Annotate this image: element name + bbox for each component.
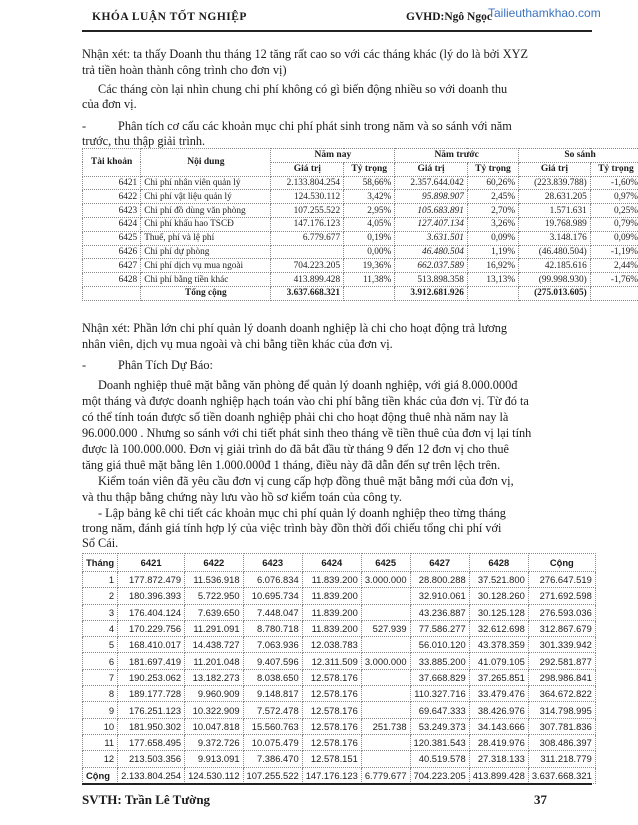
month-cell: 12 — [83, 751, 118, 767]
amount-cell: 32.910.061 — [410, 588, 469, 604]
amount-cell: 312.867.679 — [528, 620, 595, 636]
prev-year-value: 3.631.501 — [395, 231, 468, 245]
table-row — [83, 190, 638, 204]
difference-value: (46.480.504) — [519, 245, 591, 259]
account-code: 6421 — [83, 176, 141, 190]
expense-name: Chi phí bằng tiền khác — [141, 273, 271, 287]
amount-cell: 40.519.578 — [410, 751, 469, 767]
sub-header-percent: Tỷ trọng — [467, 162, 518, 176]
amount-cell: 77.586.277 — [410, 620, 469, 636]
col-header: 6422 — [185, 554, 243, 572]
this-year-value: 704.223.205 — [271, 259, 344, 273]
paragraph-line: Phân tích cơ cấu các khoản mục chi phí phát sinh trong năm và so sánh với năm — [118, 119, 512, 133]
account-code: 6423 — [83, 204, 141, 218]
amount-cell: 120.381.543 — [410, 734, 469, 750]
difference-percent: -1,60% — [590, 176, 638, 190]
amount-cell: 177.658.495 — [118, 734, 185, 750]
difference-value: (223.839.788) — [519, 176, 591, 190]
page-number: 37 — [534, 792, 547, 807]
this-year-percent: 4,05% — [344, 217, 395, 231]
amount-cell: 9.407.596 — [243, 653, 302, 669]
prev-year-percent: 3,26% — [467, 217, 518, 231]
difference-percent: 0,09% — [590, 231, 638, 245]
header-advisor: GVHD:Ngô Ngọc — [406, 11, 492, 23]
difference-percent: -1,19% — [590, 245, 638, 259]
paragraph-line: Sổ Cái. — [82, 536, 119, 550]
amount-cell: 276.593.036 — [528, 604, 595, 620]
amount-cell: 10.075.479 — [243, 734, 302, 750]
amount-cell — [361, 702, 410, 718]
amount-cell: 37.668.829 — [410, 669, 469, 685]
amount-cell: 12.038.783 — [302, 637, 361, 653]
table-header-row — [83, 554, 596, 572]
amount-cell: 176.251.123 — [118, 702, 185, 718]
amount-cell: 69.647.333 — [410, 702, 469, 718]
expense-name: Chi phí nhân viên quản lý — [141, 176, 271, 190]
expense-name: Chi phí dịch vụ mua ngoài — [141, 259, 271, 273]
paragraph-line: một tháng và được doanh nghiệp hạch toán vào chi phí bằng tiền khác của đơn vị. Từ đó ta — [82, 394, 529, 408]
amount-cell: 7.572.478 — [243, 702, 302, 718]
amount-cell: 14.438.727 — [185, 637, 243, 653]
amount-cell: 9.913.091 — [185, 751, 243, 767]
table-row — [83, 245, 638, 259]
amount-cell: 9.148.817 — [243, 686, 302, 702]
amount-cell: 13.182.273 — [185, 669, 243, 685]
prev-year-value: 2.357.644.042 — [395, 176, 468, 190]
amount-cell: 43.236.887 — [410, 604, 469, 620]
amount-cell: 5.722.950 — [185, 588, 243, 604]
amount-cell: 37.265.851 — [469, 669, 528, 685]
sub-header-percent: Tỷ trọng — [344, 162, 395, 176]
amount-cell: 7.063.936 — [243, 637, 302, 653]
amount-cell: 3.000.000 — [361, 653, 410, 669]
page-footer — [82, 792, 552, 808]
amount-cell: 12.578.176 — [302, 718, 361, 734]
amount-cell: 7.639.650 — [185, 604, 243, 620]
month-cell: 4 — [83, 620, 118, 636]
total-prev-year: 3.912.681.926 — [395, 286, 468, 300]
amount-cell — [361, 604, 410, 620]
amount-cell: 11.291.091 — [185, 620, 243, 636]
amount-cell: 28.800.288 — [410, 572, 469, 588]
table-row — [83, 204, 638, 218]
difference-value: 1.571.631 — [519, 204, 591, 218]
amount-cell: 181.950.302 — [118, 718, 185, 734]
amount-cell: 7.448.047 — [243, 604, 302, 620]
this-year-value: 147.176.123 — [271, 217, 344, 231]
amount-cell — [361, 588, 410, 604]
account-code: 6425 — [83, 231, 141, 245]
amount-cell: 12.578.176 — [302, 669, 361, 685]
paragraph-line: Các tháng còn lại nhìn chung chi phí không có gì biến động nhiều so với doanh thu — [98, 82, 508, 96]
amount-cell: 12.578.176 — [302, 702, 361, 718]
amount-cell: 311.218.779 — [528, 751, 595, 767]
paragraph-line: Doanh nghiệp thuê mặt bằng văn phòng để quản lý doanh nghiệp, với giá 8.000.000đ — [98, 378, 518, 392]
bullet-dash: - — [82, 358, 87, 372]
prev-year-percent: 2,70% — [467, 204, 518, 218]
table-row — [83, 669, 596, 685]
table-row — [83, 637, 596, 653]
account-code: 6426 — [83, 245, 141, 259]
amount-cell: 177.872.479 — [118, 572, 185, 588]
this-year-percent: 2,95% — [344, 204, 395, 218]
difference-percent: 2,44% — [590, 259, 638, 273]
difference-percent: 0,25% — [590, 204, 638, 218]
total-label: Tổng cộng — [141, 286, 271, 300]
difference-percent: -1,76% — [590, 273, 638, 287]
section-heading: Phân Tích Dự Báo: — [118, 358, 213, 372]
paragraph-line: nhân viên, dịch vụ mua ngoài và chi bằng tiền khác của đơn vị. — [82, 337, 393, 351]
amount-cell: 12.578.176 — [302, 686, 361, 702]
paragraph-line: và thu thập bằng chứng này lưu vào hồ sơ kiểm toán của công ty. — [82, 490, 402, 504]
prev-year-value: 95.898.907 — [395, 190, 468, 204]
amount-cell: 168.410.017 — [118, 637, 185, 653]
difference-percent: 0,97% — [590, 190, 638, 204]
prev-year-value: 662.037.589 — [395, 259, 468, 273]
total-label: Cộng — [83, 767, 118, 783]
amount-cell: 251.738 — [361, 718, 410, 734]
total-this-year: 3.637.668.321 — [271, 286, 344, 300]
table-row — [83, 217, 638, 231]
amount-cell: 30.128.260 — [469, 588, 528, 604]
prev-year-percent: 60,26% — [467, 176, 518, 190]
col-header: 6425 — [361, 554, 410, 572]
prev-year-percent: 1,19% — [467, 245, 518, 259]
table-row — [83, 734, 596, 750]
amount-cell: 53.249.373 — [410, 718, 469, 734]
table-row — [83, 686, 596, 702]
account-code: 6422 — [83, 190, 141, 204]
footer-rule — [82, 783, 592, 785]
amount-cell: 307.781.836 — [528, 718, 595, 734]
table-row — [83, 572, 596, 588]
sub-header-percent: Tỷ trọng — [590, 162, 638, 176]
paragraph-line: trong năm, đánh giá tính hợp lý của việc trình bày đồn thời đối chiếu tổng chi phí với — [82, 521, 502, 535]
this-year-value: 107.255.522 — [271, 204, 344, 218]
table-total-row — [83, 286, 638, 300]
col-header: 6421 — [118, 554, 185, 572]
difference-percent: 0,79% — [590, 217, 638, 231]
prev-year-percent: 13,13% — [467, 273, 518, 287]
watermark-text: Tailieuthamkhao.com — [488, 6, 601, 20]
paragraph-line: trả tiền hoàn thành công trình cho đơn vị) — [82, 63, 287, 77]
col-header: Cộng — [528, 554, 595, 572]
month-cell: 2 — [83, 588, 118, 604]
difference-value: 28.631.205 — [519, 190, 591, 204]
col-header: Tháng — [83, 554, 118, 572]
amount-cell: 38.426.976 — [469, 702, 528, 718]
amount-cell: 12.578.151 — [302, 751, 361, 767]
amount-cell: 180.396.393 — [118, 588, 185, 604]
amount-cell: 12.578.176 — [302, 734, 361, 750]
total-amount: 147.176.123 — [302, 767, 361, 783]
prev-year-value: 513.898.358 — [395, 273, 468, 287]
col-header: 6423 — [243, 554, 302, 572]
table-row — [83, 604, 596, 620]
amount-cell: 11.839.200 — [302, 588, 361, 604]
this-year-value — [271, 245, 344, 259]
total-amount: 124.530.112 — [185, 767, 243, 783]
amount-cell: 292.581.877 — [528, 653, 595, 669]
this-year-percent: 0,00% — [344, 245, 395, 259]
amount-cell: 298.986.841 — [528, 669, 595, 685]
paragraph-line: có thể tính toán được số tiền doanh nghiệp phải chi cho hoạt động thuê nhà năm nay là — [82, 410, 509, 424]
difference-value: (99.998.930) — [519, 273, 591, 287]
sub-header-value: Giá trị — [271, 162, 344, 176]
table-row — [83, 588, 596, 604]
account-code: 6428 — [83, 273, 141, 287]
col-header-prev-year: Năm trước — [395, 149, 519, 163]
amount-cell: 37.521.800 — [469, 572, 528, 588]
amount-cell: 11.201.048 — [185, 653, 243, 669]
month-cell: 6 — [83, 653, 118, 669]
month-cell: 8 — [83, 686, 118, 702]
amount-cell: 15.560.763 — [243, 718, 302, 734]
table-row — [83, 653, 596, 669]
this-year-value: 124.530.112 — [271, 190, 344, 204]
table-header-row — [83, 149, 638, 163]
total-difference: (275.013.605) — [519, 286, 591, 300]
amount-cell: 10.047.818 — [185, 718, 243, 734]
amount-cell: 27.318.133 — [469, 751, 528, 767]
table-row — [83, 751, 596, 767]
total-amount: 413.899.428 — [469, 767, 528, 783]
paragraph-line: trước, thu thập giải trình. — [82, 134, 206, 148]
amount-cell: 10.695.734 — [243, 588, 302, 604]
prev-year-value: 105.683.891 — [395, 204, 468, 218]
prev-year-percent: 16,92% — [467, 259, 518, 273]
paragraph-line: 96.000.000 . Nhưng so sánh với chi tiết phát sinh theo tháng về tiền thuê của đơn vị lại tính — [82, 426, 532, 440]
amount-cell: 33.885.200 — [410, 653, 469, 669]
this-year-percent: 19,36% — [344, 259, 395, 273]
amount-cell: 189.177.728 — [118, 686, 185, 702]
amount-cell: 8.780.718 — [243, 620, 302, 636]
amount-cell: 11.536.918 — [185, 572, 243, 588]
amount-cell: 190.253.062 — [118, 669, 185, 685]
total-amount: 6.779.677 — [361, 767, 410, 783]
amount-cell: 33.479.476 — [469, 686, 528, 702]
amount-cell — [361, 734, 410, 750]
amount-cell: 301.339.942 — [528, 637, 595, 653]
amount-cell: 3.000.000 — [361, 572, 410, 588]
amount-cell: 34.143.666 — [469, 718, 528, 734]
sub-header-value: Giá trị — [395, 162, 468, 176]
col-header-account: Tài khoản — [83, 149, 141, 177]
month-cell: 5 — [83, 637, 118, 653]
table-row — [83, 176, 638, 190]
expense-name: Chi phí đồ dùng văn phòng — [141, 204, 271, 218]
prev-year-value: 46.480.504 — [395, 245, 468, 259]
difference-value: 3.148.176 — [519, 231, 591, 245]
amount-cell — [361, 751, 410, 767]
total-amount: 107.255.522 — [243, 767, 302, 783]
prev-year-value: 127.407.134 — [395, 217, 468, 231]
expense-name: Chi phí vật liệu quản lý — [141, 190, 271, 204]
amount-cell: 41.079.105 — [469, 653, 528, 669]
amount-cell: 527.939 — [361, 620, 410, 636]
prev-year-percent: 2,45% — [467, 190, 518, 204]
paragraph-line: Kiểm toán viên đã yêu cầu đơn vị cung cấp hợp đồng thuê mặt bằng mới của đơn vị, — [98, 474, 514, 488]
difference-value: 19.768.989 — [519, 217, 591, 231]
amount-cell: 11.839.200 — [302, 604, 361, 620]
expense-name: Chi phí khấu hao TSCĐ — [141, 217, 271, 231]
this-year-value: 6.779.677 — [271, 231, 344, 245]
table-row — [83, 259, 638, 273]
bullet-dash: - — [82, 119, 87, 133]
table-row — [83, 702, 596, 718]
amount-cell — [361, 637, 410, 653]
amount-cell: 6.076.834 — [243, 572, 302, 588]
total-amount: 3.637.668.321 — [528, 767, 595, 783]
amount-cell: 11.839.200 — [302, 572, 361, 588]
table-total-row — [83, 767, 596, 783]
amount-cell: 170.229.756 — [118, 620, 185, 636]
amount-cell: 30.125.128 — [469, 604, 528, 620]
amount-cell: 176.404.124 — [118, 604, 185, 620]
amount-cell: 181.697.419 — [118, 653, 185, 669]
month-cell: 9 — [83, 702, 118, 718]
table-row — [83, 273, 638, 287]
paragraph-line: được là 100.000.000. Đơn vị giải trình do đã bắt đầu từ tháng 9 đến 12 đơn vị cho thuê — [82, 442, 509, 456]
amount-cell: 9.960.909 — [185, 686, 243, 702]
amount-cell: 110.327.716 — [410, 686, 469, 702]
this-year-percent: 0,19% — [344, 231, 395, 245]
expense-name: Thuế, phí và lệ phí — [141, 231, 271, 245]
table-row — [83, 718, 596, 734]
prev-year-percent: 0,09% — [467, 231, 518, 245]
total-amount: 704.223.205 — [410, 767, 469, 783]
this-year-value: 2.133.804.254 — [271, 176, 344, 190]
month-cell: 3 — [83, 604, 118, 620]
total-amount: 2.133.804.254 — [118, 767, 185, 783]
account-code: 6424 — [83, 217, 141, 231]
footer-student: SVTH: Trần Lê Tường — [82, 792, 211, 807]
paragraph-line: tăng giá thuê mặt bằng lên 1.000.000đ 1 tháng, điều này đã dẫn đến sự trên lệch trên. — [82, 458, 501, 472]
amount-cell: 8.038.650 — [243, 669, 302, 685]
monthly-expense-table — [82, 553, 596, 784]
amount-cell: 10.322.909 — [185, 702, 243, 718]
amount-cell — [361, 669, 410, 685]
sub-header-value: Giá trị — [519, 162, 591, 176]
col-header: 6427 — [410, 554, 469, 572]
month-cell: 7 — [83, 669, 118, 685]
amount-cell: 11.839.200 — [302, 620, 361, 636]
this-year-value: 413.899.428 — [271, 273, 344, 287]
col-header: 6424 — [302, 554, 361, 572]
amount-cell — [361, 686, 410, 702]
this-year-percent: 58,66% — [344, 176, 395, 190]
amount-cell: 12.311.509 — [302, 653, 361, 669]
amount-cell: 7.386.470 — [243, 751, 302, 767]
amount-cell: 43.378.359 — [469, 637, 528, 653]
month-cell: 11 — [83, 734, 118, 750]
header-title: KHÓA LUẬN TỐT NGHIỆP — [92, 11, 247, 23]
paragraph-line: Nhận xét: ta thấy Doanh thu tháng 12 tăng rất cao so với các tháng khác (lý do là bởi XYZ — [82, 47, 529, 61]
account-code: 6427 — [83, 259, 141, 273]
this-year-percent: 11,38% — [344, 273, 395, 287]
amount-cell: 56.010.120 — [410, 637, 469, 653]
header-rule — [82, 30, 592, 32]
amount-cell: 314.798.995 — [528, 702, 595, 718]
this-year-percent: 3,42% — [344, 190, 395, 204]
month-cell: 1 — [83, 572, 118, 588]
amount-cell: 9.372.726 — [185, 734, 243, 750]
amount-cell: 276.647.519 — [528, 572, 595, 588]
amount-cell: 213.503.356 — [118, 751, 185, 767]
amount-cell: 308.486.397 — [528, 734, 595, 750]
month-cell: 10 — [83, 718, 118, 734]
paragraph-line: của đơn vị. — [82, 97, 137, 111]
col-header-content: Nội dung — [141, 149, 271, 177]
amount-cell: 271.692.598 — [528, 588, 595, 604]
expense-name: Chi phí dự phòng — [141, 245, 271, 259]
amount-cell: 32.612.698 — [469, 620, 528, 636]
difference-value: 42.185.616 — [519, 259, 591, 273]
paragraph-line: - Lập bảng kê chi tiết các khoản mục chi phí quản lý doanh nghiệp theo từng tháng — [98, 506, 506, 520]
amount-cell: 364.672.822 — [528, 686, 595, 702]
table-row — [83, 620, 596, 636]
amount-cell: 28.419.976 — [469, 734, 528, 750]
col-header: 6428 — [469, 554, 528, 572]
table-row — [83, 231, 638, 245]
paragraph-line: Nhận xét: Phần lớn chi phí quản lý doanh doanh nghiệp là chi cho hoạt động trả lương — [82, 321, 508, 335]
col-header-this-year: Năm nay — [271, 149, 395, 163]
col-header-compare: So sánh — [519, 149, 638, 163]
expense-comparison-table — [82, 148, 638, 301]
